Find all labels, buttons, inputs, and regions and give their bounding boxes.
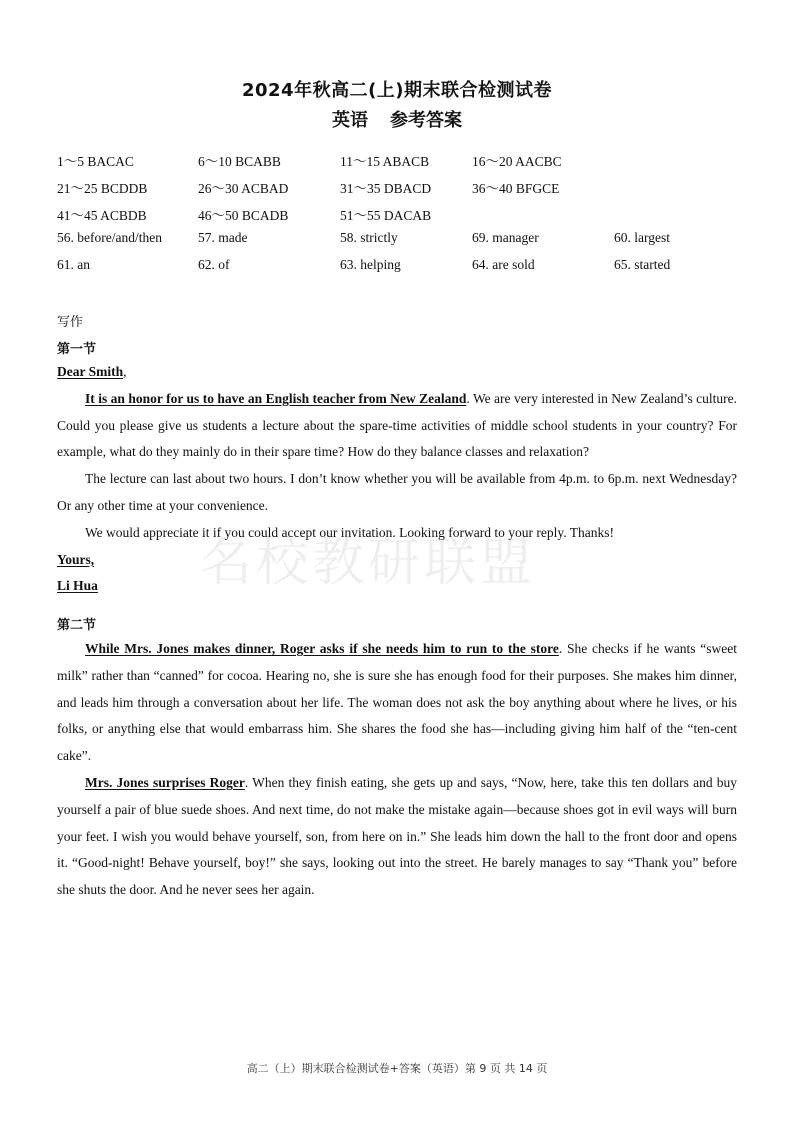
answer-row [57,150,747,177]
answer-key-label: 参考答案 [390,110,462,131]
letter-paragraph-2: The lecture can last about two hours. I don’t know whether you will be available from 4p.m. to 6p.m. next Wednesday? Or any other time at your convenience. [57,471,737,513]
answer-cell: 69. manager [472,230,539,246]
story-lead-1: While Mrs. Jones makes dinner, Roger asks if she needs him to run to the store [85,641,559,656]
answer-grid [57,150,747,284]
answer-row [57,177,747,204]
answer-row [57,257,747,284]
answer-cell: 65. started [614,257,671,273]
letter-paragraph-3: We would appreciate it if you could accept our invitation. Looking forward to your reply. Thanks! [85,524,615,540]
answer-cell: 6～10 BCABB [198,154,281,169]
letter-paragraph-1 [57,386,737,466]
letter-closing: Yours, [57,551,95,567]
answer-cell: 46～50 BCADB [198,207,289,223]
paragraph-text: . She checks if he wants “sweet milk” rather than “canned” for cocoa. Hearing no, she is sure she has enough food for their purposes. She makes him dinner, and leads him through a conversation about her life. The woman does not ask the boy anything about where he lives, or his folks, or anything else that would embarrass him. She shares the food she has—including giving him half of the “ten-cent cake”. [57,641,737,764]
section1-heading: 第一节 [57,342,97,357]
topic-sentence: It is an honor for us to have an English teacher from New Zealand [85,390,467,406]
salutation-name: Dear Smith [57,364,124,379]
answer-cell: 16～20 AACBC [472,154,562,169]
answer-cell: 64. are sold [472,257,535,273]
answer-row [57,230,747,257]
story-lead-2: Mrs. Jones surprises Roger [85,774,245,790]
page-subtitle [0,106,794,132]
letter-salutation [57,359,737,386]
answer-cell: 61. an [57,257,90,273]
answer-cell: 57. made [198,230,248,246]
answer-cell: 21～25 BCDDB [57,180,148,196]
page-title: 2024年秋高二(上)期末联合检测试卷 [241,80,553,101]
answer-row [57,204,747,231]
answer-cell: 60. largest [614,230,670,246]
answer-cell: 58. strictly [340,230,398,246]
writing-label: 写作 [57,315,84,330]
story-paragraph-1 [57,636,737,770]
answer-cell: 1～5 BACAC [57,154,134,169]
answer-cell: 26～30 ACBAD [198,180,289,196]
salutation-punct: , [123,364,127,379]
paragraph-text: . We are very interested in New Zealand’s culture. Could you please give us students a lecture about the spare-time activities of middle school students in your country? For example, what do they mainly do in their spare time? How do they balance classes and relaxation? [57,390,737,460]
answer-cell: 56. before/and/then [57,230,162,246]
section2-story [57,636,737,904]
answer-cell: 36～40 BFGCE [472,180,560,196]
paragraph-text: . When they finish eating, she gets up and says, “Now, here, take this ten dollars and buy yourself a pair of blue suede shoes. And next time, do not make the mistake again—because shoes got in evil ways will burn your feet. I wish you would behave yourself, son, from here on in.” She leads him down the hall to the front door and opens it. “Good-night! Behave yourself, boy!” she says, looking out into the street. He barely manages to say “Thank you” before she shuts the door. And he never sees her again. [57,774,737,898]
subject-label: 英语 [332,110,368,131]
answer-cell: 51～55 DACAB [340,207,432,223]
answer-cell: 11～15 ABACB [340,154,430,169]
answer-cell: 62. of [198,257,230,273]
answer-cell: 31～35 DBACD [340,180,432,196]
page-footer: 高二（上）期末联合检测试卷+答案（英语）第 9 页 共 14 页 [246,1062,548,1075]
answer-cell: 63. helping [340,257,401,273]
section2-heading: 第二节 [57,618,97,633]
story-paragraph-2 [57,770,737,904]
answer-cell: 41～45 ACBDB [57,207,147,223]
letter-signature: Li Hua [57,578,98,594]
watermark: 名校教研联盟 [200,533,537,593]
